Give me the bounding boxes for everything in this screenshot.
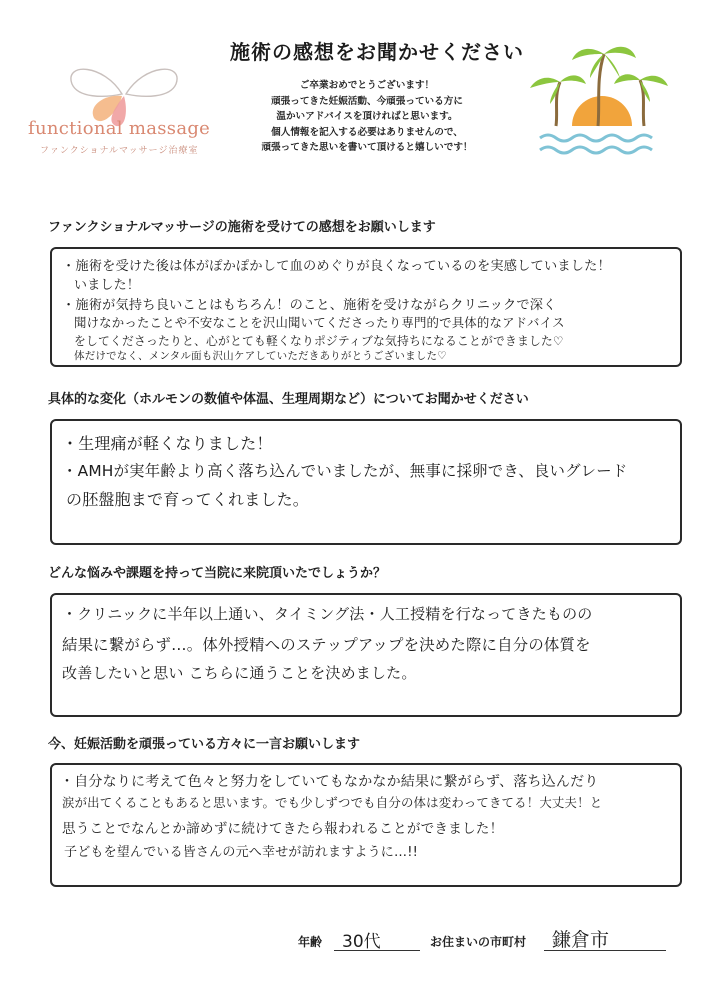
answer-2-line: ・AMHが実年齢より高く落ち込んでいましたが、無事に採卵でき、良いグレード [62, 462, 628, 480]
intro-line: 頑張ってきた妊娠活動、今頑張っている方に [271, 95, 463, 107]
answer-4-line: 涙が出てくることもあると思います。でも少しずつでも自分の体は変わってきてる！大丈夫！と [62, 795, 603, 810]
age-label: 年齢 [298, 935, 323, 949]
answer-box-2 [50, 419, 682, 545]
age-underline [334, 950, 420, 951]
question-2-label: 具体的な変化（ホルモンの数値や体温、生理周期など）についてお聞かせください [48, 392, 529, 407]
answer-1-line: 体だけでなく、メンタル面も沢山ケアしていただきありがとうございました♡ [74, 350, 447, 362]
intro-line: 個人情報を記入する必要はありませんので、 [271, 126, 463, 138]
answer-1-line: ・施術を受けた後は体がぽかぽかして血のめぐりが良くなっているのを実感していました！ [62, 259, 611, 274]
answer-3-line: 改善したいと思い こちらに通うことを決めました。 [62, 664, 417, 682]
city-value: 鎌倉市 [552, 929, 610, 951]
answer-box-4 [50, 763, 682, 887]
page-title: 施術の感想をお聞かせください [230, 40, 524, 64]
answer-2-line: ・生理痛が軽くなりました！ [62, 434, 273, 453]
brand-subtitle: ファンクショナルマッサージ治療室 [40, 146, 199, 156]
age-value: 30代 [342, 932, 381, 952]
palm-tree-sunset-icon [526, 34, 672, 168]
brand-name: functional massage [28, 118, 211, 139]
intro-message [222, 78, 512, 156]
answer-4-line: ・自分なりに考えて色々と努力をしていてもなかなか結果に繋がらず、落ち込んだり [60, 774, 599, 790]
question-3-label: どんな悩みや課題を持って当院に来院頂いたでしょうか？ [48, 566, 387, 581]
intro-line: ご卒業おめでとうございます！ [299, 80, 435, 91]
city-label: お住まいの市町村 [430, 935, 527, 949]
answer-1-line: をしてくださったりと、心がとても軽くなりポジティブな気持ちになることができました♡ [74, 334, 564, 348]
intro-line: 頑張ってきた思いを書いて頂けると嬉しいです！ [261, 142, 473, 154]
answer-3-line: ・クリニックに半年以上通い、タイミング法・人工授精を行なってきたものの [62, 605, 593, 623]
city-underline [544, 950, 666, 951]
answer-1-line: ・施術が気持ち良いことはもちろん！のこと、施術を受けながらクリニックで深く [62, 298, 557, 313]
answer-3-line: 結果に繋がらず…。体外授精へのステップアップを決めた際に自分の体質を [62, 636, 591, 654]
answer-box-1 [50, 247, 682, 367]
question-1-label: ファンクショナルマッサージの施術を受けての感想をお願いします [48, 220, 436, 235]
answer-box-3 [50, 593, 682, 717]
answer-1-line: いました！ [74, 278, 141, 293]
answer-4-line: 思うことでなんとか諦めずに続けてきたら報われることができました！ [62, 821, 504, 837]
intro-line: 温かいアドバイスを頂ければと思います。 [276, 111, 458, 123]
answer-1-line: 聞けなかったことや不安なことを沢山聞いてくださったり専門的で具体的なアドバイス [74, 315, 565, 330]
answer-4-line: 子どもを望んでいる皆さんの元へ幸せが訪れますように…!! [64, 845, 419, 860]
question-4-label: 今、妊娠活動を頑張っている方々に一言お願いします [48, 737, 361, 752]
answer-2-line: の胚盤胞まで育ってくれました。 [66, 490, 310, 509]
